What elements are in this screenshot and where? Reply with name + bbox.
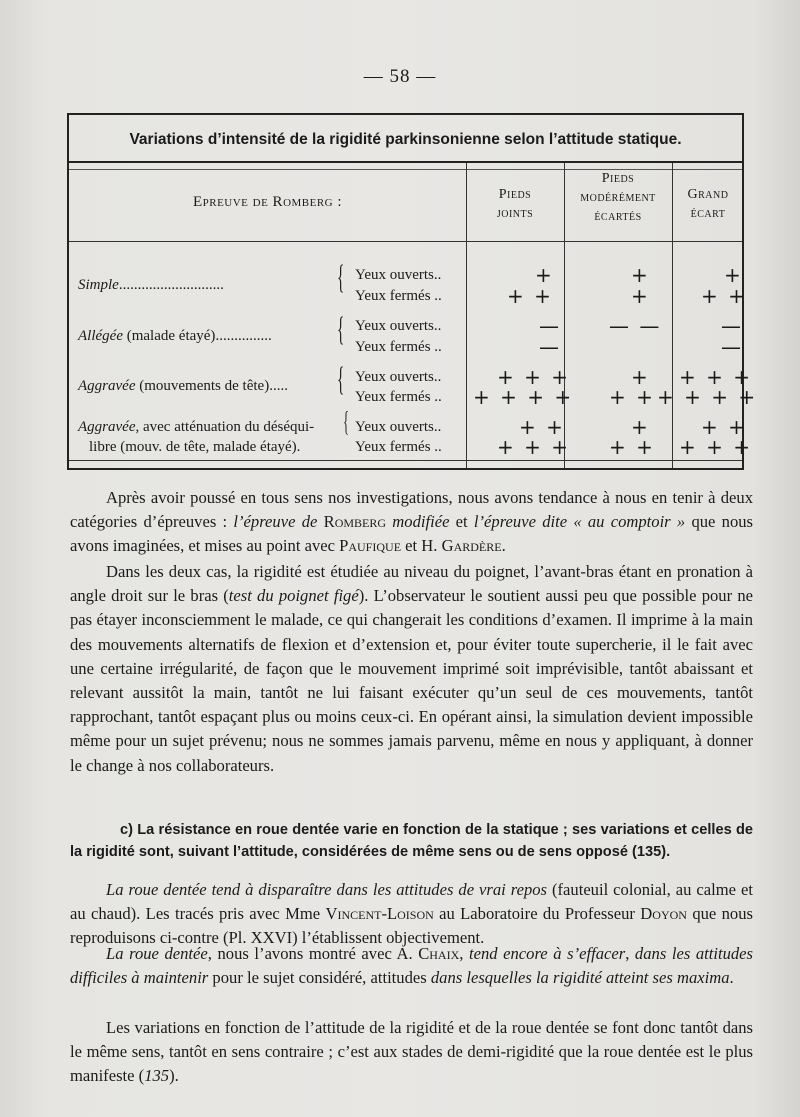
row-label-allegee-italic: Allégée: [78, 328, 123, 344]
mark-allegee-open-moderes: — —: [609, 314, 662, 338]
p3-italic-1: La roue dentée tend à disparaître dans les attitudes de vrai repos: [106, 880, 548, 899]
p5-italic-ref: 135: [144, 1066, 170, 1086]
mark-simple-closed-grand: + +: [701, 284, 747, 308]
p1-text-5: .: [501, 536, 506, 556]
cond-open-allegee: Yeux ouverts..: [355, 318, 442, 334]
p1-text-3: que nous avons imaginées, et mises au point avec: [70, 512, 754, 556]
header-bottom-rule: [69, 241, 742, 242]
p4-italic-1: La roue dentée: [106, 944, 208, 963]
brace-aggravee: {: [337, 361, 345, 398]
brace-simple: {: [337, 259, 345, 296]
p4-italic-3: dans les attitudes difficiles à maintenir: [70, 944, 754, 988]
row-label-aggravee-rest: (mouvements de tête): [135, 378, 270, 394]
mark-aggravee-attenuation-closed-joints: + + +: [497, 435, 570, 459]
mark-aggravee-closed-moderes: + +: [609, 385, 655, 409]
p4-smallcaps-chaix: Chaix: [418, 944, 460, 963]
mark-simple-open-joints: +: [535, 263, 554, 287]
paragraph-roue-dentee-repos: [70, 878, 753, 951]
row-label-allegee-rest: (malade étayé): [122, 328, 216, 344]
mark-aggravee-closed-joints: + + + +: [473, 385, 574, 409]
mark-aggravee-attenuation-open-moderes: +: [631, 415, 650, 439]
paragraph-epreuves: [70, 486, 753, 559]
table-bottom-rule: [69, 460, 742, 461]
header-pieds-joints: [466, 185, 564, 223]
row-label-simple-dots: ............................: [118, 277, 224, 293]
mark-aggravee-attenuation-closed-grand: + + +: [679, 435, 752, 459]
p1-smallcaps-romberg: Romberg: [323, 512, 387, 532]
cond-open-aggravee: Yeux ouverts..: [355, 369, 442, 385]
cond-closed-simple: Yeux fermés ..: [355, 288, 442, 304]
cond-open-aggravee-attenuation: Yeux ouverts..: [355, 419, 442, 435]
section-heading-c: c) La résistance en roue dentée varie en fonction de la statique ; ses variations et celles de la rigidité sont, suivant l’attitude, considérées de même sens ou de sens opposé (135).: [70, 822, 753, 860]
header-pieds-moderes-line3: écartés: [594, 209, 642, 224]
cond-open-simple: Yeux ouverts..: [355, 267, 442, 283]
header-grand-ecart-line1: Grand: [687, 187, 729, 202]
mark-aggravee-open-moderes: +: [631, 365, 650, 389]
mark-simple-open-grand: +: [724, 263, 743, 287]
p1-smallcaps-paufique: Paufique: [339, 536, 402, 556]
table-title: Variations d’intensité de la rigidité parkinsonienne selon l’attitude statique.: [69, 115, 742, 163]
header-epreuve-label: Epreuve de Romberg :: [192, 194, 343, 210]
row-label-simple: [78, 276, 224, 294]
p3-text-2: au Laboratoire du Professeur: [433, 904, 641, 924]
row-label-allegee-dots: ...............: [215, 328, 272, 344]
paragraph-test-poignet: [70, 560, 753, 778]
row-label-simple-italic: Simple: [78, 277, 119, 293]
header-pieds-joints-line2: joints: [496, 206, 534, 221]
p3-text-3: que nous reproduisons ci-contre (Pl. XXVI) l’établissent objectivement.: [70, 904, 753, 948]
p4-text-3: ,: [625, 944, 635, 963]
mark-simple-open-moderes: +: [631, 263, 650, 287]
header-grand-ecart-line2: écart: [690, 206, 726, 221]
p1-italic-comptoir: l’épreuve dite « au comptoir »: [473, 512, 686, 532]
mark-allegee-closed-grand: —: [721, 335, 743, 359]
p1-text-1: Après avoir poussé en tous sens nos investigations, nous avons tendance à nous en tenir à deux catégories d’épreuves :: [70, 488, 753, 532]
mark-aggravee-open-grand: + + +: [679, 365, 752, 389]
mark-simple-closed-moderes: +: [631, 284, 650, 308]
p1-smallcaps-gardere: Gardère: [441, 536, 502, 556]
p3-text-1: (fauteuil colonial, au calme et au chaud). Les tracés pris avec Mme: [70, 880, 753, 924]
header-pieds-moderes-line2: modérément: [580, 190, 656, 205]
header-grand-ecart: [672, 185, 744, 223]
mark-allegee-open-grand: —: [721, 314, 743, 338]
p2-italic-test: test du poignet figé: [228, 586, 359, 606]
p4-italic-2: tend encore à s’effacer: [469, 944, 626, 963]
row-label-aggravee-attenuation-rest: , avec atténuation du déséqui-: [135, 419, 315, 435]
p1-text-2: et: [449, 512, 474, 532]
p4-text-5: .: [729, 968, 734, 988]
mark-aggravee-attenuation-closed-moderes: + +: [609, 435, 655, 459]
mark-simple-closed-joints: + +: [507, 284, 553, 308]
p2-text-2: ). L’observateur le soutient aussi peu que possible pour ne pas étayer inconsciemment le malade, ce qui changerait les conditions d’examen. Il imprime à la main des mouvements alternatifs de flexion et d’extension et, pour éviter toute supercherie, il le fait avec une certaine irrégularité, de façon que le mouvement imprimé soit imprévisible, tantôt abaissant et relevant aussitôt la main, tantôt ne lui faisant exécuter qu’un seul de ces mouvements, tantôt rapprochant, tantôt espaçant plus ou moins ceux-ci. En opérant ainsi, la simulation devient impossible même pour un sujet prévenu; nous ne sommes jamais parvenu, même en nous y appliquant, à donner le change à nos collaborateurs.: [70, 586, 753, 775]
header-epreuve: [69, 193, 466, 212]
p4-text-2: ,: [459, 944, 469, 963]
row-label-allegee: [78, 327, 272, 345]
header-pieds-moderes: [564, 169, 672, 226]
header-pieds-moderes-line1: Pieds: [601, 171, 635, 186]
mark-allegee-open-joints: —: [539, 314, 561, 338]
mark-aggravee-open-joints: + + +: [497, 365, 570, 389]
p1-italic-epreuve: l’épreuve de: [233, 512, 318, 532]
p5-text-2: ).: [169, 1066, 179, 1086]
p3-smallcaps-doyon: Doyon: [640, 904, 687, 924]
cond-closed-allegee: Yeux fermés ..: [355, 339, 442, 355]
row-label-aggravee: [78, 377, 288, 395]
p1-italic-modifiee: modifiée: [392, 512, 450, 532]
p4-text-4: pour le sujet considéré, attitudes: [208, 968, 431, 988]
row-label-aggravee-italic: Aggravée: [78, 378, 136, 394]
page-number: — 58 —: [363, 66, 437, 87]
mark-aggravee-attenuation-open-joints: + +: [519, 415, 565, 439]
cond-closed-aggravee: Yeux fermés ..: [355, 389, 442, 405]
brace-allegee: {: [337, 311, 345, 348]
mark-aggravee-closed-grand: + + + +: [657, 385, 758, 409]
row-label-aggravee-dots: .....: [269, 378, 288, 394]
rigidity-table: [67, 113, 758, 470]
row-label-aggravee-attenuation-italic: Aggravée: [78, 419, 136, 435]
p5-text-1: Les variations en fonction de l’attitude de la rigidité et de la roue dentée se font donc tantôt dans le même sens, tantôt en sens contraire ; c’est aux stades de demi-rigidité que la roue dentée est le plus manifeste (: [70, 1018, 753, 1086]
cond-closed-aggravee-attenuation: Yeux fermés ..: [355, 439, 442, 455]
p1-text-4: et H.: [401, 536, 442, 556]
p2-text-1: Dans les deux cas, la rigidité est étudiée au niveau du poignet, l’avant-bras étant en pronation à angle droit sur le bras (: [70, 562, 753, 606]
p3-smallcaps-vincent-loison: Vincent-Loison: [325, 904, 434, 924]
header-pieds-joints-line1: Pieds: [498, 187, 532, 202]
paragraph-roue-dentee-effacer: [70, 942, 753, 990]
p4-italic-4: dans lesquelles la rigidité atteint ses maxima: [430, 968, 730, 988]
brace-aggravee-attenuation: {: [343, 407, 350, 438]
paragraph-variations: [70, 1016, 753, 1089]
row-label-aggravee-attenuation: [78, 418, 314, 436]
p4-text-1: , nous l’avons montré avec A.: [207, 944, 419, 963]
mark-allegee-closed-joints: —: [539, 335, 561, 359]
row-label-aggravee-attenuation-line2: libre (mouv. de tête, malade étayé).: [89, 439, 301, 455]
mark-aggravee-attenuation-open-grand: + +: [701, 415, 747, 439]
